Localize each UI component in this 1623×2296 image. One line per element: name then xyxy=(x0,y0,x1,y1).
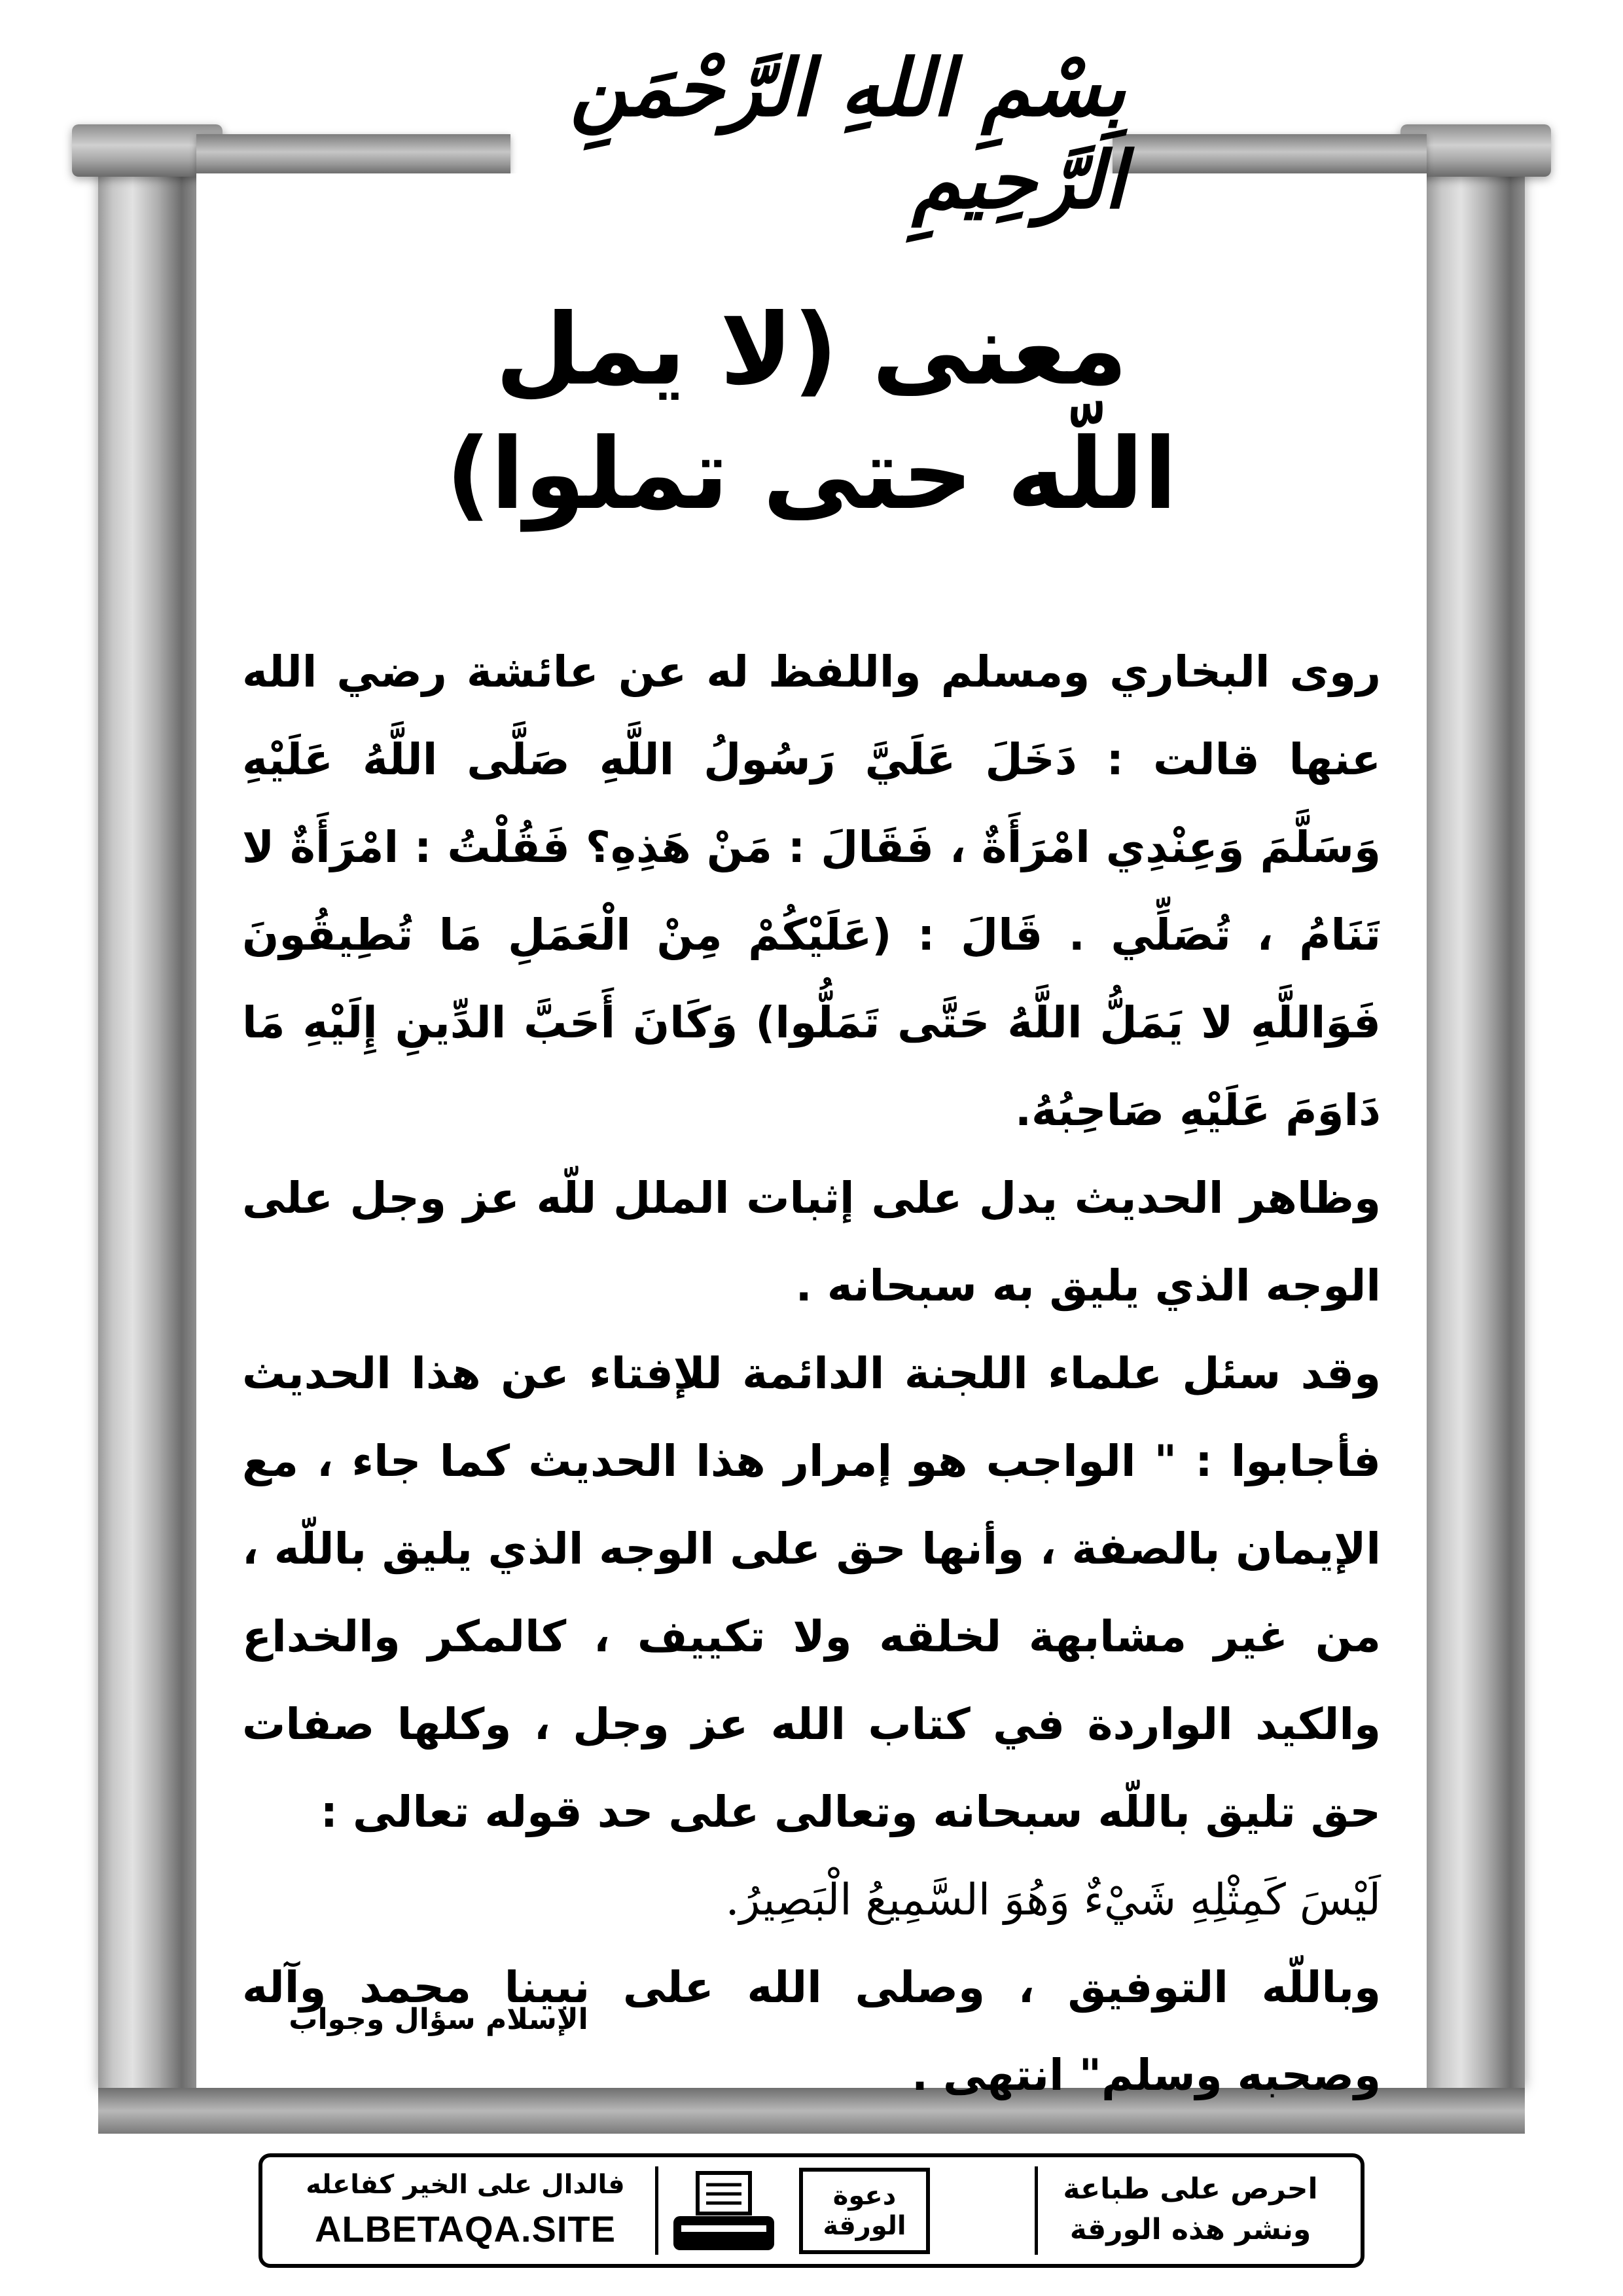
title-line-1: معنى (لا يمل xyxy=(495,293,1128,407)
printer-icon xyxy=(668,2170,779,2255)
footer-slogan: فالدال على الخير كفاعله xyxy=(306,2170,625,2200)
paragraph-hadith: روى البخاري ومسلم واللفظ له عن عائشة رضي الله عنها قالت : دَخَلَ عَلَيَّ رَسُولُ اللَّهِ صَلَّى اللَّهُ عَلَيْهِ وَسَلَّمَ وَعِنْدِي امْرَأَةٌ ، فَقَالَ : مَنْ هَذِهِ؟ فَقُلْتُ : امْرَأَةٌ لا تَنَامُ ، تُصَلِّي . قَالَ : (عَلَيْكُمْ مِنْ الْعَمَلِ مَا تُطِيقُونَ فَوَاللَّهِ لا يَمَلُّ اللَّهُ حَتَّى تَمَلُّوا) وَكَانَ أَحَبَّ الدِّينِ إِلَيْهِ مَا دَاوَمَ عَلَيْهِ صَاحِبُهُ. xyxy=(242,647,1381,1136)
title-line-2: اللّه حتى تملوا) xyxy=(446,418,1177,531)
article-body xyxy=(242,628,1381,2119)
footer-divider xyxy=(655,2166,658,2255)
paragraph-closing: وباللّه التوفيق ، وصلى الله على نبينا محمد وآله وصحبه وسلم" انتهى . xyxy=(242,1962,1381,2100)
footer-divider xyxy=(1035,2166,1038,2255)
footer-call-to-action xyxy=(1046,2169,1334,2250)
dawa-logo: دعوة الورقة xyxy=(799,2168,930,2254)
frame-right-post xyxy=(1427,151,1525,2088)
footer-call-line-2: ونشر هذه الورقة xyxy=(1069,2213,1311,2246)
paragraph-fatwa: وقد سئل علماء اللجنة الدائمة للإفتاء عن هذا الحديث فأجابوا : " الواجب هو إمرار هذا الحديث كما جاء ، مع الإيمان بالصفة ، وأنها حق على الوجه الذي يليق باللّه ، من غير مشابهة لخلقه ولا تكييف ، كالمكر والخداع والكيد الواردة في كتاب الله عز وجل ، وكلها صفات حق تليق باللّه سبحانه وتعالى على حد قوله تعالى : xyxy=(242,1348,1381,1837)
frame-left-post xyxy=(98,151,196,2088)
page-title xyxy=(327,288,1296,537)
frame-top-beam-right xyxy=(1113,134,1427,173)
source-attribution: الإسلام سؤال وجواب xyxy=(289,2003,588,2036)
footer-call-line-1: احرص على طباعة xyxy=(1063,2172,1318,2206)
footer-site-block xyxy=(282,2166,649,2255)
paragraph-explanation: وظاهر الحديث يدل على إثبات الملل للّه عز وجل على الوجه الذي يليق به سبحانه . xyxy=(242,1173,1381,1311)
quran-verse: لَيْسَ كَمِثْلِهِ شَيْءٌ وَهُوَ السَّمِيعُ الْبَصِيرُ. xyxy=(725,1874,1381,1925)
footer-box xyxy=(259,2153,1364,2268)
frame-top-beam-left xyxy=(196,134,510,173)
footer-site-link[interactable]: ALBETAQA.SITE xyxy=(315,2208,616,2250)
basmala-calligraphy: بِسْمِ اللهِ الرَّحْمَنِ الرَّحِيمِ xyxy=(570,42,1126,226)
